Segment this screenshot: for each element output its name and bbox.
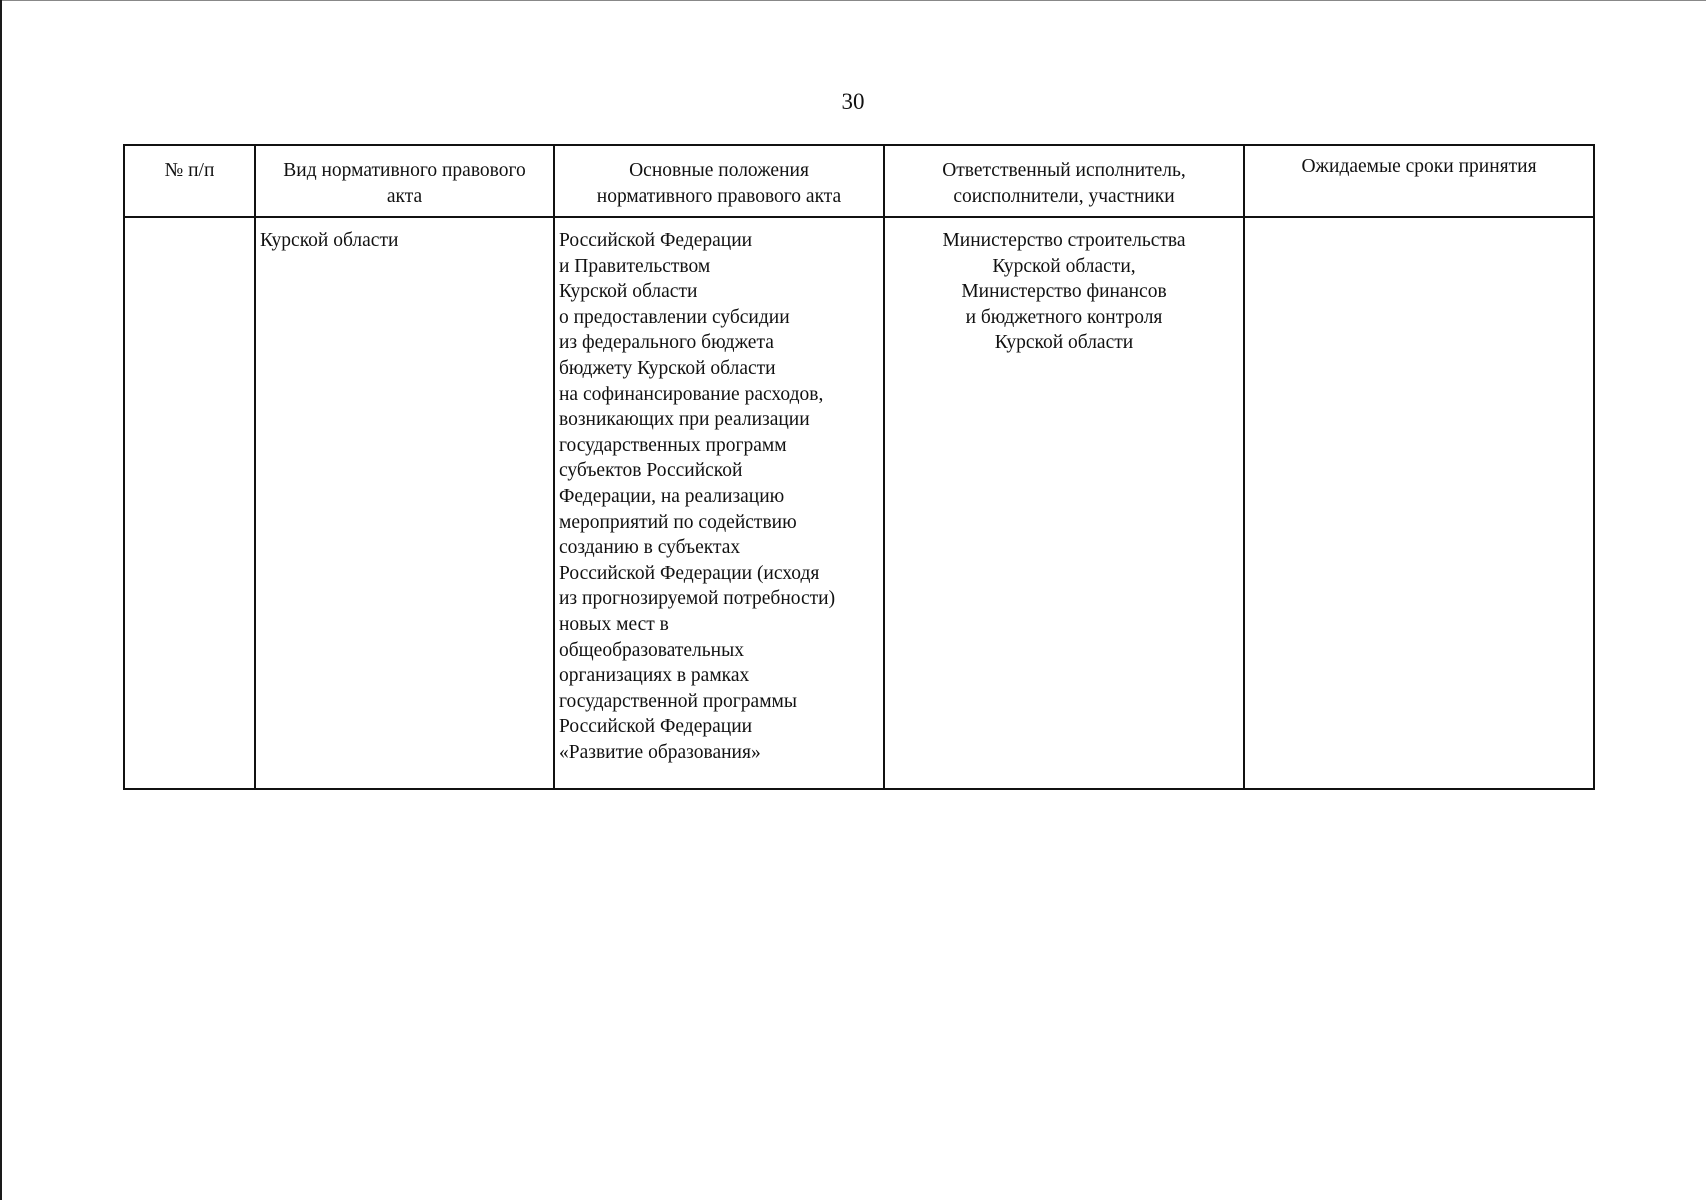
table-header-row [124,145,1594,217]
cell-responsible: Министерство строительства Курской области, Министерство финансов и бюджетного контроля Курской области [884,217,1244,789]
header-deadline: Ожидаемые сроки принятия [1244,145,1594,217]
legal-acts-table [123,144,1595,790]
scan-edge-left [0,0,2,1200]
cell-provisions: Российской Федерации и Правительством Курской области о предоставлении субсидии из федерального бюджета бюджету Курской области на софинансирование расходов, возникающих при реализации государственных программ субъектов Российской Федерации, на реализацию мероприятий по содействию созданию в субъектах Российской Федерации (исходя из прогнозируемой потребности) новых мест в общеобразовательных организациях в рамках государственной программы Российской Федерации «Развитие образования» [554,217,884,789]
table-row [124,217,1594,789]
scan-edge-top [0,0,1706,1]
header-responsible: Ответственный исполнитель, соисполнители, участники [884,145,1244,217]
header-act-type: Вид нормативного правового акта [255,145,554,217]
cell-number [124,217,255,789]
page-number: 30 [841,89,865,114]
cell-deadline [1244,217,1594,789]
header-provisions: Основные положения нормативного правового акта [554,145,884,217]
header-number: № п/п [124,145,255,217]
cell-act-type: Курской области [255,217,554,789]
